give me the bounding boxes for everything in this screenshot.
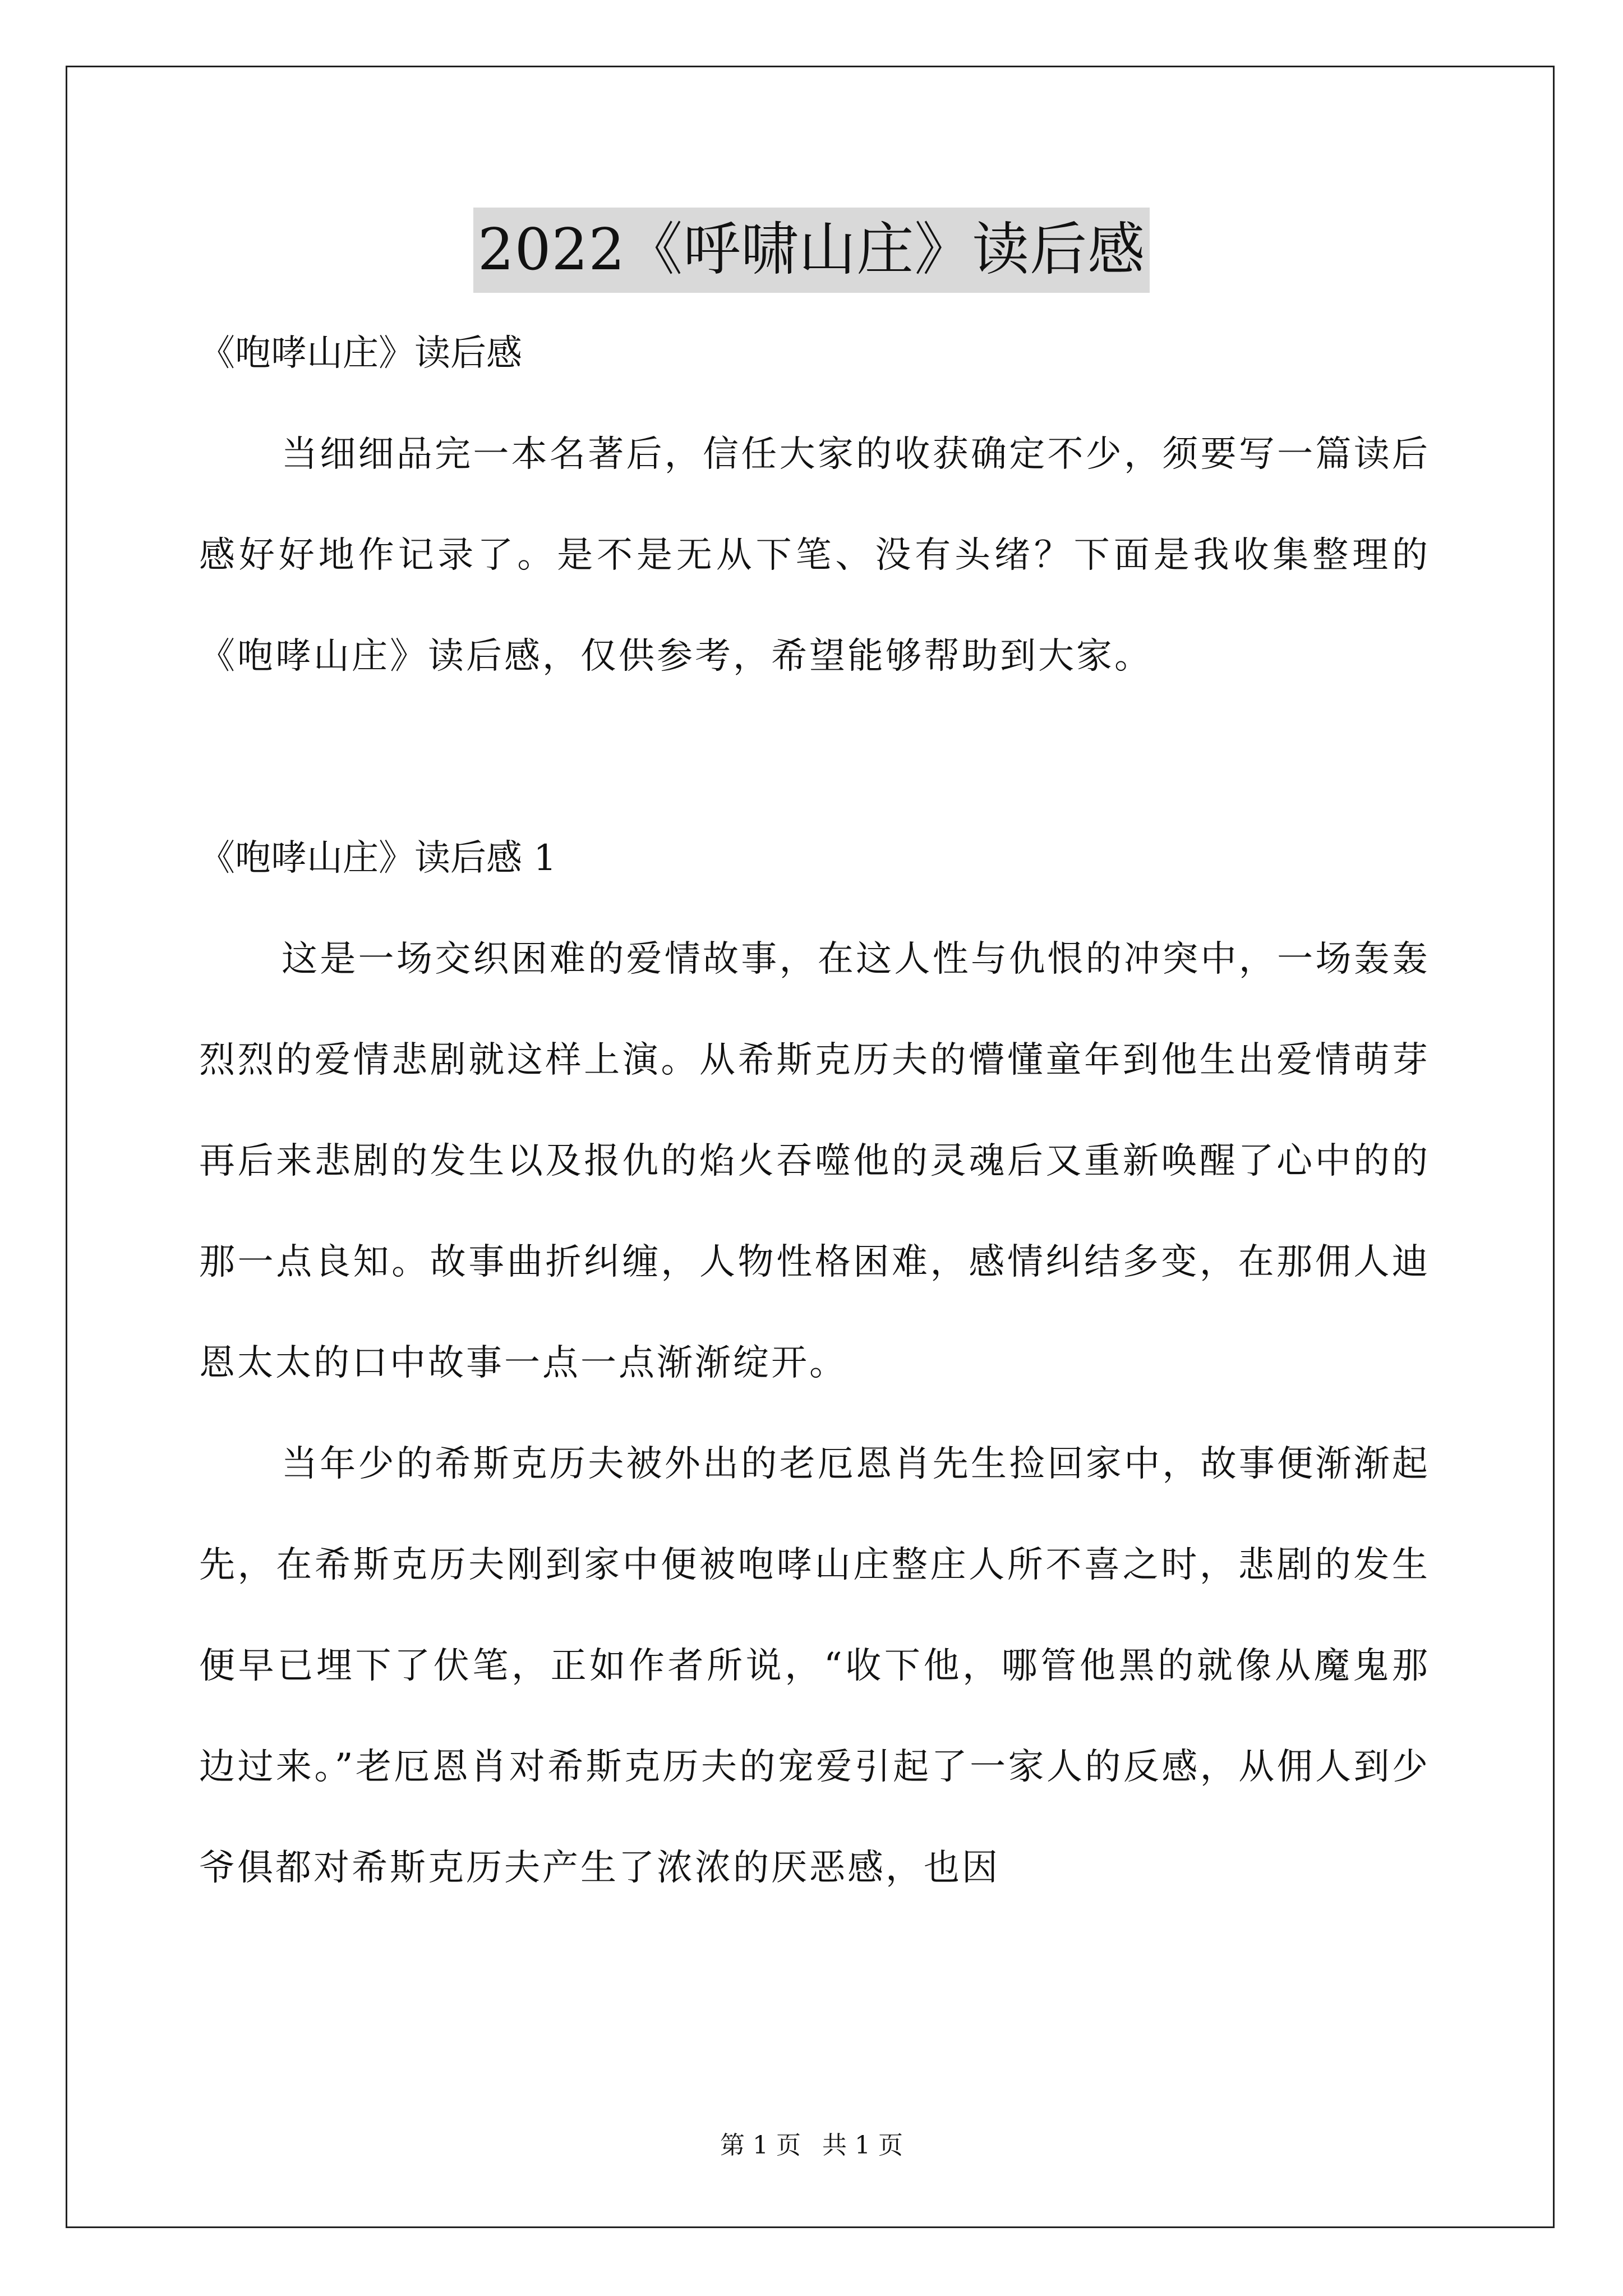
intro-heading: 《咆哮山庄》读后感 [199, 333, 522, 374]
page-total: 共 1 页 [822, 2131, 903, 2160]
section1-paragraph-2: 当年少的希斯克历夫被外出的老厄恩肖先生捡回家中，故事便渐渐起先，在希斯克历夫刚到家中便被咆哮山庄整庄人所不喜之时，悲剧的发生便早已埋下了伏笔，正如作者所说，“收下他，哪管他黑的就像从魔鬼那边过来。”老厄恩肖对希斯克历夫的宠爱引起了一家人的反感，从佣人到少爷俱都对希斯克历夫产生了浓浓的厌恶感，也因 [199, 1443, 1430, 1889]
page-number: 第 1 页 [720, 2131, 801, 2160]
page-footer [0, 2129, 1623, 2162]
document-body [199, 303, 1430, 1918]
section-spacer [199, 707, 1430, 808]
title-wrap [0, 208, 1623, 293]
section1-heading: 《咆哮山庄》读后感 1 [199, 838, 557, 879]
document-title: 2022《呼啸山庄》读后感 [473, 208, 1150, 293]
section1-paragraph-1: 这是一场交织困难的爱情故事，在这人性与仇恨的冲突中，一场轰轰烈烈的爱情悲剧就这样上演。从希斯克历夫的懵懂童年到他生出爱情萌芽再后来悲剧的发生以及报仇的焰火吞噬他的灵魂后又重新唤醒了心中的的那一点良知。故事曲折纠缠，人物性格困难，感情纠结多变，在那佣人迪恩太太的口中故事一点一点渐渐绽开。 [199, 938, 1430, 1384]
intro-paragraph: 当细细品完一本名著后，信任大家的收获确定不少，须要写一篇读后感好好地作记录了。是不是无从下笔、没有头绪？下面是我收集整理的《咆哮山庄》读后感，仅供参考，希望能够帮助到大家。 [199, 434, 1430, 677]
